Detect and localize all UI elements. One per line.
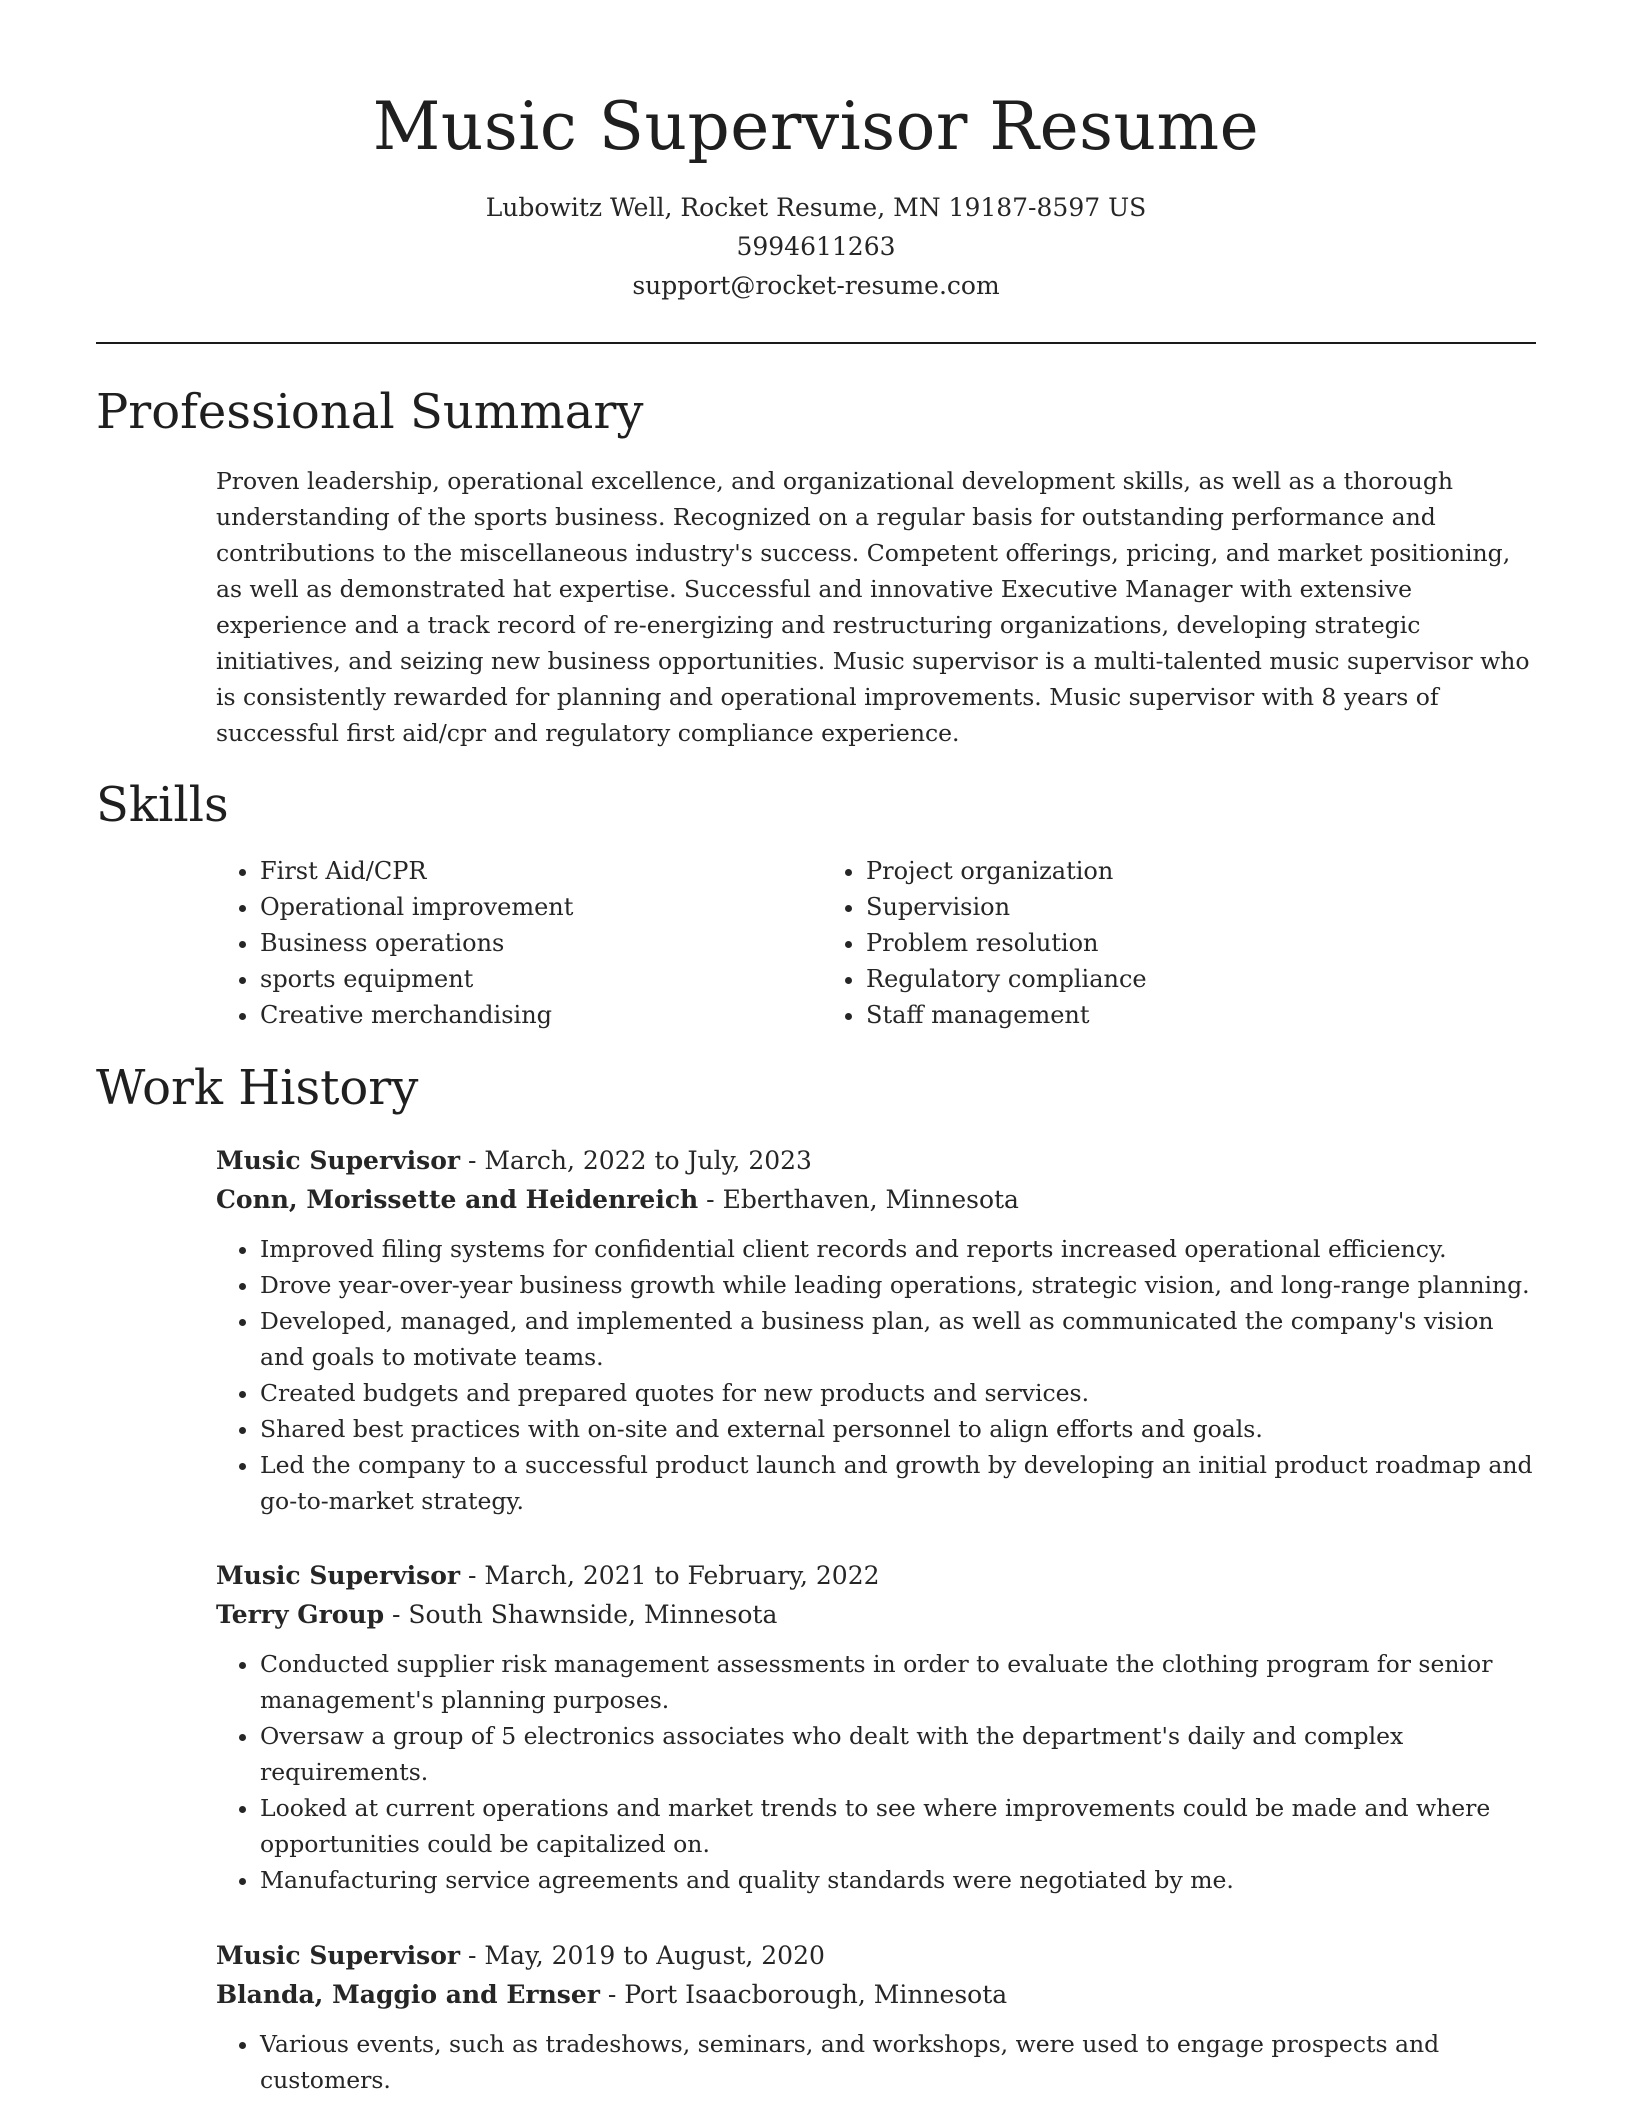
- contact-block: [0, 188, 1632, 305]
- job-bullet: • Various events, such as tradeshows, seminars, and workshops, were used to engage prospects and customers.: [260, 2026, 1541, 2098]
- skills-heading: Skills: [96, 777, 229, 833]
- skill-item: • First Aid/CPR: [260, 853, 822, 889]
- summary-text: Proven leadership, operational excellence, and organizational development skills, as well as a thorough understanding of the sports business. Recognized on a regular basis for outstanding performance and contributions to the miscellaneous industry's success. Competent offerings, pricing, and market positioning, as well as demonstrated hat expertise. Successful and innovative Executive Manager with extensive experience and a track record of re-energizing and restructuring organizations, developing strategic initiatives, and seizing new business opportunities. Music supervisor is a multi-talented music supervisor who is consistently rewarded for planning and operational improvements. Music supervisor with 8 years of successful first aid/cpr and regulatory compliance experience.: [216, 467, 1530, 747]
- job-bullet: • Shared best practices with on-site and external personnel to align efforts and goals.: [260, 1411, 1541, 1447]
- work-history-heading: Work History: [96, 1060, 419, 1116]
- job-title: Music Supervisor: [216, 1561, 461, 1590]
- job-bullet: • Led the company to a successful product launch and growth by developing an initial product roadmap and go-to-market strategy.: [260, 1447, 1541, 1519]
- job-company: Blanda, Maggio and Ernser: [216, 1980, 600, 2009]
- skill-item: • Creative merchandising: [260, 997, 822, 1033]
- skill-item: • Operational improvement: [260, 889, 822, 925]
- contact-address: Lubowitz Well, Rocket Resume, MN 19187-8597 US: [485, 193, 1147, 222]
- skill-item: • Supervision: [866, 889, 1472, 925]
- job-company-line: [216, 1595, 1541, 1634]
- summary-heading: Professional Summary: [96, 384, 644, 440]
- job-title-line: [216, 1556, 1541, 1595]
- job-bullet: • Oversaw a group of 5 electronics associates who dealt with the department's daily and complex requirements.: [260, 1718, 1541, 1790]
- job-bullet: • Improved filing systems for confidential client records and reports increased operational efficiency.: [260, 1231, 1541, 1267]
- skills-list: [216, 853, 1536, 1033]
- skill-item: • Business operations: [260, 925, 822, 961]
- skill-item: • Regulatory compliance: [866, 961, 1472, 997]
- skill-item: • sports equipment: [260, 961, 822, 997]
- job-dates: - March, 2022 to July, 2023: [460, 1146, 812, 1175]
- resume-title: Music Supervisor Resume: [372, 88, 1260, 165]
- contact-email: support@rocket-resume.com: [632, 271, 1000, 300]
- job-bullet: • Developed, managed, and implemented a business plan, as well as communicated the company's vision and goals to motivate teams.: [260, 1303, 1541, 1375]
- job-bullets: [216, 2026, 1541, 2098]
- job-company: Terry Group: [216, 1600, 385, 1629]
- job-title: Music Supervisor: [216, 1941, 461, 1970]
- job-bullet: • Drove year-over-year business growth while leading operations, strategic vision, and long-range planning.: [260, 1267, 1541, 1303]
- job-company-line: [216, 1180, 1541, 1219]
- job-company-line: [216, 1975, 1541, 2014]
- contact-phone: 5994611263: [736, 232, 896, 261]
- job-location: - South Shawnside, Minnesota: [384, 1600, 778, 1629]
- job-location: - Port Isaacborough, Minnesota: [599, 1980, 1008, 2009]
- job-title-line: [216, 1141, 1541, 1180]
- job-title: Music Supervisor: [216, 1146, 461, 1175]
- skills-column-2: [822, 853, 1472, 1033]
- job-bullet: • Conducted supplier risk management assessments in order to evaluate the clothing program for senior management's planning purposes.: [260, 1646, 1541, 1718]
- job-bullets: [216, 1646, 1541, 1898]
- resume-header: [0, 0, 1632, 305]
- job-dates: - May, 2019 to August, 2020: [460, 1941, 825, 1970]
- job-location: - Eberthaven, Minnesota: [698, 1185, 1019, 1214]
- skill-item: • Staff management: [866, 997, 1472, 1033]
- header-divider: [96, 342, 1536, 344]
- job-bullet: • Manufacturing service agreements and quality standards were negotiated by me.: [260, 1862, 1541, 1898]
- job-title-line: [216, 1936, 1541, 1975]
- job-dates: - March, 2021 to February, 2022: [460, 1561, 880, 1590]
- job-entry: [216, 1936, 1541, 2098]
- job-bullet: • Created budgets and prepared quotes for new products and services.: [260, 1375, 1541, 1411]
- job-company: Conn, Morissette and Heidenreich: [216, 1185, 699, 1214]
- skill-item: • Problem resolution: [866, 925, 1472, 961]
- job-entry: [216, 1141, 1541, 1519]
- job-bullets: [216, 1231, 1541, 1519]
- skills-column-1: [216, 853, 822, 1033]
- job-bullet: • Looked at current operations and market trends to see where improvements could be made and where opportunities could be capitalized on.: [260, 1790, 1541, 1862]
- job-entry: [216, 1556, 1541, 1898]
- skill-item: • Project organization: [866, 853, 1472, 889]
